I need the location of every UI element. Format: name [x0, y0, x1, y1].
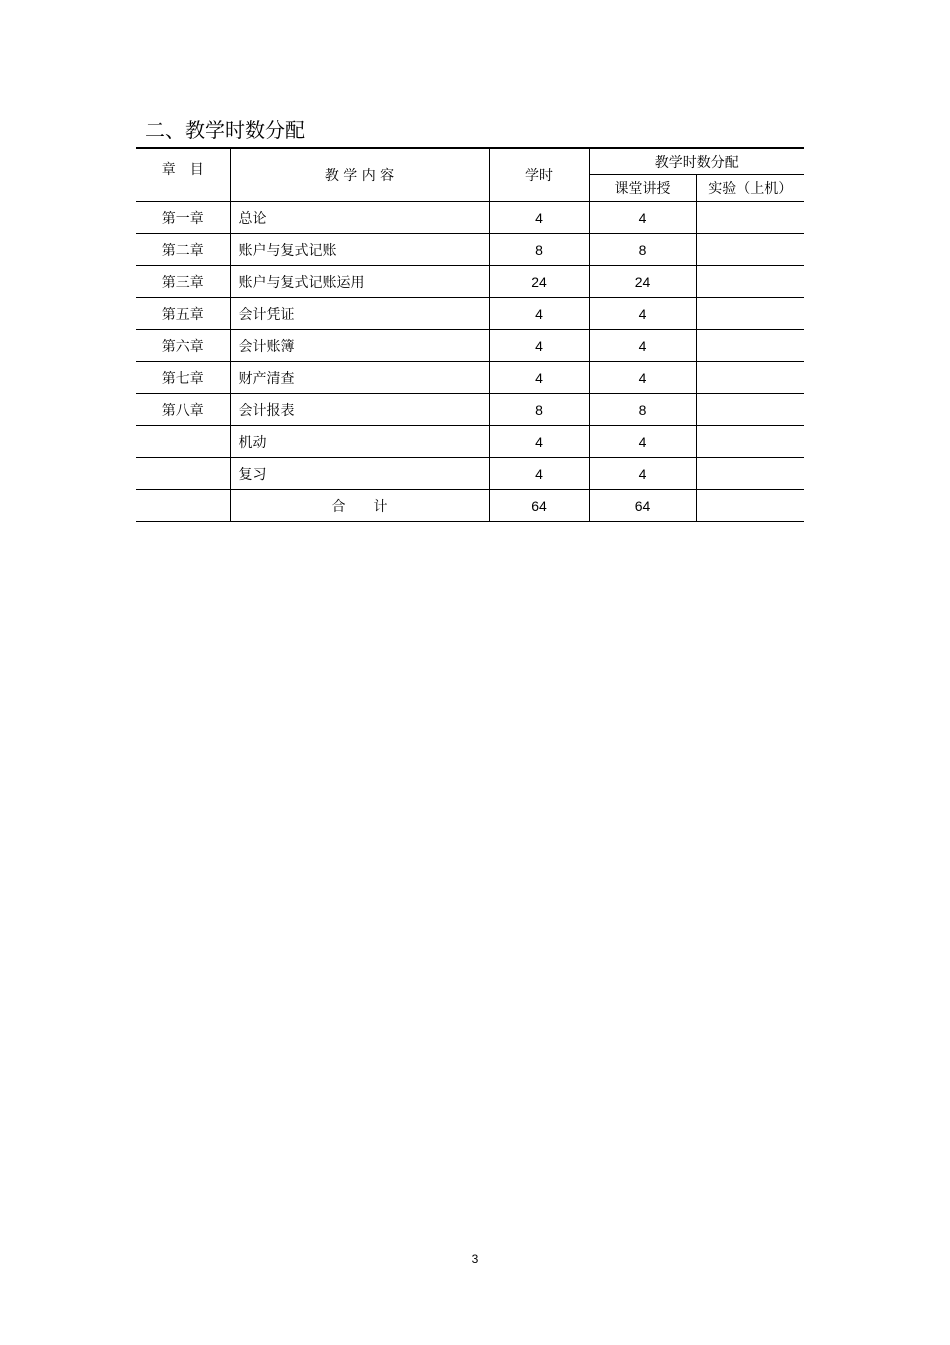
header-hours: 学时	[489, 148, 589, 202]
row-chapter: 第八章	[136, 394, 230, 426]
row-lab	[696, 266, 804, 298]
row-lab	[696, 298, 804, 330]
row-lab	[696, 234, 804, 266]
table-row	[136, 202, 804, 234]
table-row	[136, 298, 804, 330]
row-content: 会计凭证	[230, 298, 489, 330]
row-content: 复习	[230, 458, 489, 490]
table-body	[136, 202, 804, 490]
row-lecture: 24	[589, 266, 696, 298]
row-hours: 8	[489, 234, 589, 266]
row-hours: 8	[489, 394, 589, 426]
row-chapter: 第五章	[136, 298, 230, 330]
row-chapter: 第六章	[136, 330, 230, 362]
row-lab	[696, 330, 804, 362]
total-lecture: 64	[589, 490, 696, 522]
row-lecture: 4	[589, 426, 696, 458]
row-content: 机动	[230, 426, 489, 458]
row-content: 总论	[230, 202, 489, 234]
row-chapter: 第三章	[136, 266, 230, 298]
row-chapter: 第二章	[136, 234, 230, 266]
table-row	[136, 458, 804, 490]
row-content: 财产清查	[230, 362, 489, 394]
row-chapter	[136, 458, 230, 490]
table-row	[136, 266, 804, 298]
row-hours: 4	[489, 202, 589, 234]
row-lab	[696, 458, 804, 490]
total-hours: 64	[489, 490, 589, 522]
page-number: 3	[471, 1252, 479, 1266]
row-hours: 24	[489, 266, 589, 298]
header-lab: 实验（上机）	[696, 175, 804, 202]
table-row	[136, 330, 804, 362]
row-content: 账户与复式记账	[230, 234, 489, 266]
header-lecture: 课堂讲授	[589, 175, 696, 202]
header-content: 教 学 内 容	[230, 148, 489, 202]
table-total	[136, 490, 804, 522]
row-lab	[696, 202, 804, 234]
row-content: 账户与复式记账运用	[230, 266, 489, 298]
row-content: 会计账簿	[230, 330, 489, 362]
row-lab	[696, 394, 804, 426]
header-allocation: 教学时数分配	[589, 148, 804, 175]
row-lecture: 4	[589, 202, 696, 234]
row-lecture: 8	[589, 394, 696, 426]
header-chapter: 章 目	[136, 148, 230, 202]
total-label: 合 计	[230, 490, 489, 522]
section-title: 二、教学时数分配	[145, 118, 305, 142]
row-hours: 4	[489, 330, 589, 362]
row-lab	[696, 362, 804, 394]
row-hours: 4	[489, 298, 589, 330]
row-lecture: 4	[589, 330, 696, 362]
row-hours: 4	[489, 458, 589, 490]
teaching-hours-table	[136, 147, 804, 522]
row-hours: 4	[489, 362, 589, 394]
row-lecture: 4	[589, 458, 696, 490]
row-chapter: 第一章	[136, 202, 230, 234]
table-row	[136, 362, 804, 394]
table-row	[136, 394, 804, 426]
row-chapter: 第七章	[136, 362, 230, 394]
row-lecture: 8	[589, 234, 696, 266]
table-row	[136, 426, 804, 458]
row-lab	[696, 426, 804, 458]
row-content: 会计报表	[230, 394, 489, 426]
row-lecture: 4	[589, 362, 696, 394]
table-header	[136, 148, 804, 202]
row-hours: 4	[489, 426, 589, 458]
total-chapter-cell	[136, 490, 230, 522]
total-lab	[696, 490, 804, 522]
table-row	[136, 234, 804, 266]
row-lecture: 4	[589, 298, 696, 330]
row-chapter	[136, 426, 230, 458]
